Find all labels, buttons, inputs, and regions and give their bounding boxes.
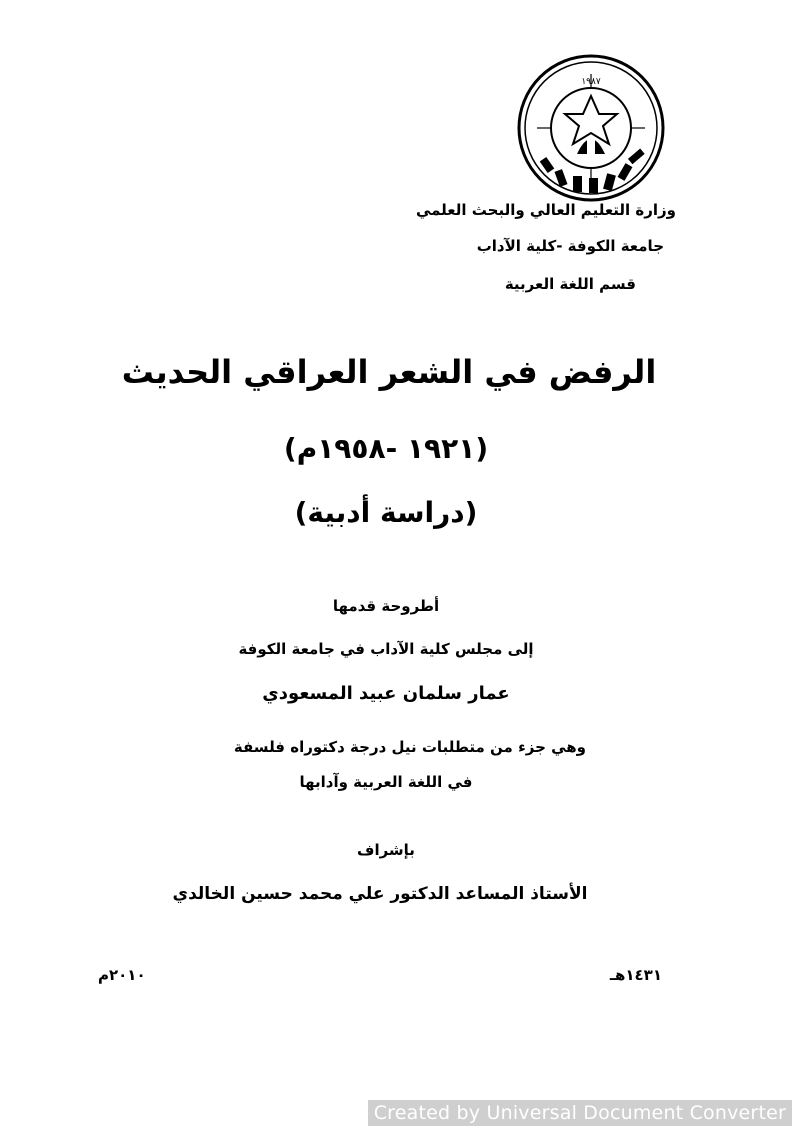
thesis-years: (١٩٢١ -١٩٥٨م) (283, 432, 489, 465)
university-seal-icon (517, 54, 665, 202)
converter-watermark: Created by Universal Document Converter (368, 1100, 792, 1126)
department-line: قسم اللغة العربية (504, 275, 636, 293)
hijri-date: ١٤٣١هـ (609, 966, 662, 984)
requirement-line-1: وهي جزء من متطلبات نيل درجة دكتوراه فلسفة (233, 738, 586, 756)
ministry-line: وزارة التعليم العالي والبحث العلمي (415, 201, 676, 219)
svg-text:١٩٨٧: ١٩٨٧ (581, 77, 601, 87)
thesis-title: الرفض في الشعر العراقي الحديث (121, 353, 657, 391)
thesis-subtitle: (دراسة أدبية) (294, 496, 478, 529)
requirement-line-2: في اللغة العربية وآدابها (299, 773, 473, 791)
university-line: جامعة الكوفة -كلية الآداب (476, 237, 664, 255)
submitted-by-label: أطروحة قدمها (332, 597, 440, 615)
council-line: إلى مجلس كلية الآداب في جامعة الكوفة (238, 640, 534, 658)
supervision-label: بإشراف (357, 841, 415, 859)
gregorian-date: ٢٠١٠م (98, 966, 146, 984)
supervisor-name: الأستاذ المساعد الدكتور علي محمد حسين الخالدي (172, 884, 588, 904)
author-name: عمار سلمان عبيد المسعودي (262, 683, 510, 704)
